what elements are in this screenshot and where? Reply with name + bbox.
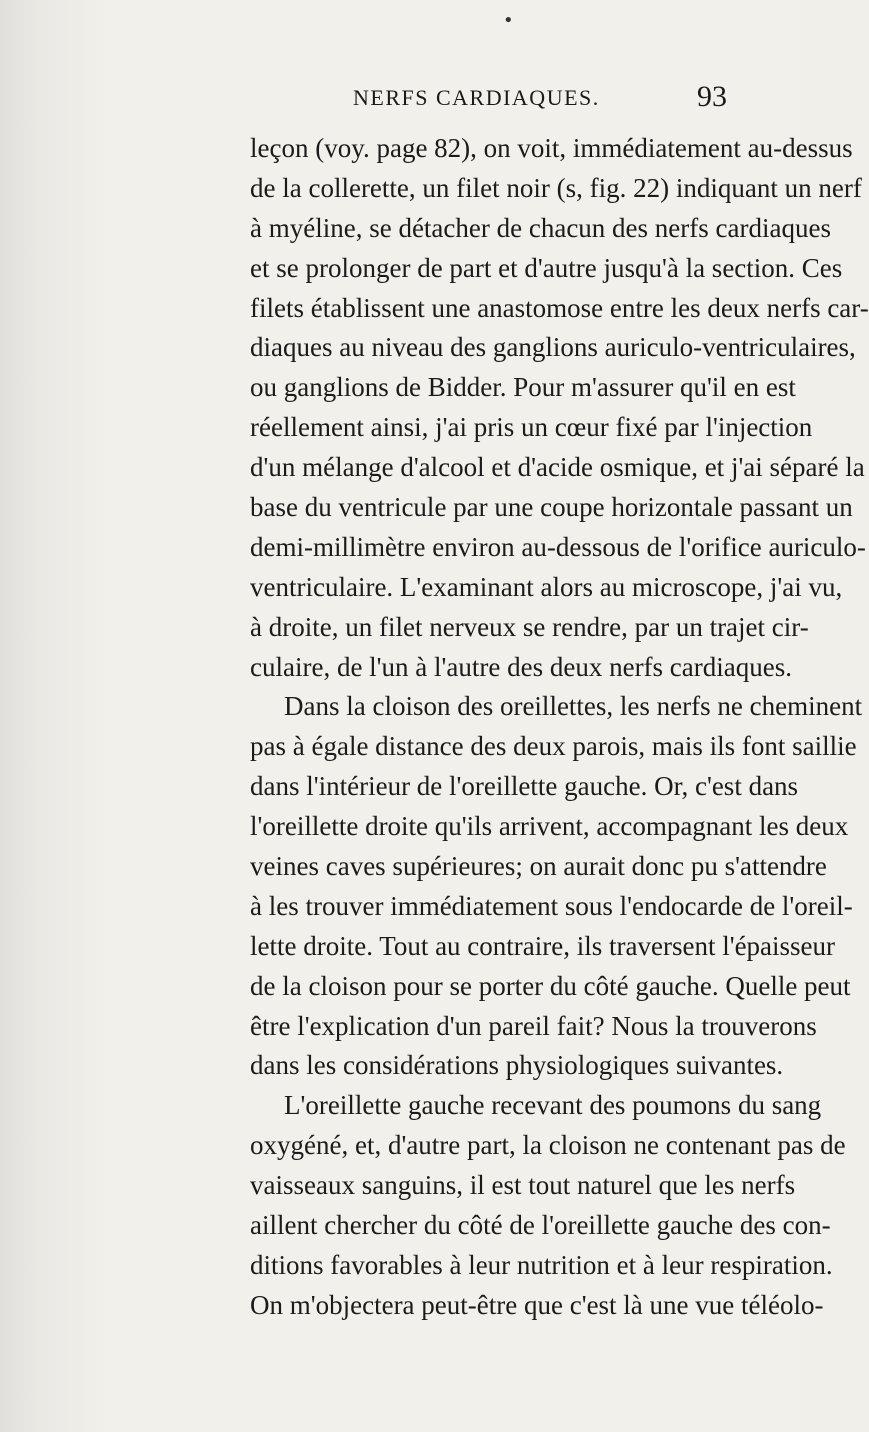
- top-mark: •: [503, 10, 514, 31]
- page-number: 93: [697, 80, 727, 113]
- text-line: demi-millimètre environ au-dessous de l'orifice auriculo-: [250, 531, 866, 562]
- text-line: à myéline, se détacher de chacun des nerfs cardiaques: [250, 212, 831, 243]
- text-line: et se prolonger de part et d'autre jusqu'à la section. Ces: [250, 252, 843, 283]
- text-line: On m'objectera peut-être que c'est là une vue téléolo-: [250, 1289, 824, 1320]
- text-line: d'un mélange d'alcool et d'acide osmique, et j'ai séparé la: [250, 452, 865, 483]
- text-line: vaisseaux sanguins, il est tout naturel que les nerfs: [250, 1170, 796, 1201]
- text-line: dans l'intérieur de l'oreillette gauche. Or, c'est dans: [250, 771, 799, 802]
- text-line: culaire, de l'un à l'autre des deux nerfs cardiaques.: [250, 651, 792, 682]
- text-line: à droite, un filet nerveux se rendre, par un trajet cir-: [250, 611, 809, 642]
- text-line: ditions favorables à leur nutrition et à leur respiration.: [250, 1249, 833, 1280]
- text-line: L'oreillette gauche recevant des poumons du sang: [284, 1090, 822, 1121]
- text-line: Dans la cloison des oreillettes, les nerfs ne cheminent: [284, 691, 863, 722]
- text-line: ou ganglions de Bidder. Pour m'assurer qu'il en est: [250, 372, 796, 403]
- text-line: diaques au niveau des ganglions auriculo-ventriculaires,: [250, 332, 856, 363]
- text-line: être l'explication d'un pareil fait? Nous la trouverons: [250, 1010, 817, 1041]
- text-line: l'oreillette droite qu'ils arrivent, accompagnant les deux: [250, 811, 849, 842]
- text-line: base du ventricule par une coupe horizontale passant un: [250, 492, 853, 523]
- text-line: à les trouver immédiatement sous l'endocarde de l'oreil-: [250, 890, 853, 921]
- text-line: réellement ainsi, j'ai pris un cœur fixé par l'injection: [250, 412, 813, 443]
- running-title: NERFS CARDIAQUES.: [353, 85, 600, 110]
- page-header: [0, 80, 800, 120]
- text-line: de la collerette, un filet noir (s, fig. 22) indiquant un nerf: [250, 172, 862, 203]
- text-line: ventriculaire. L'examinant alors au microscope, j'ai vu,: [250, 571, 843, 602]
- text-line: de la cloison pour se porter du côté gauche. Quelle peut: [250, 970, 851, 1001]
- text-line: leçon (voy. page 82), on voit, immédiatement au-dessus: [250, 133, 853, 163]
- body-text: [250, 129, 869, 1326]
- text-line: aillent chercher du côté de l'oreillette gauche des con-: [250, 1210, 831, 1241]
- text-line: filets établissent une anastomose entre les deux nerfs car-: [250, 292, 869, 323]
- text-line: pas à égale distance des deux parois, mais ils font saillie: [250, 731, 857, 762]
- text-line: oxygéné, et, d'autre part, la cloison ne contenant pas de: [250, 1130, 846, 1161]
- text-line: veines caves supérieures; on aurait donc pu s'attendre: [250, 851, 827, 882]
- text-line: lette droite. Tout au contraire, ils traversent l'épaisseur: [250, 930, 836, 961]
- text-line: dans les considérations physiologiques suivantes.: [250, 1050, 784, 1081]
